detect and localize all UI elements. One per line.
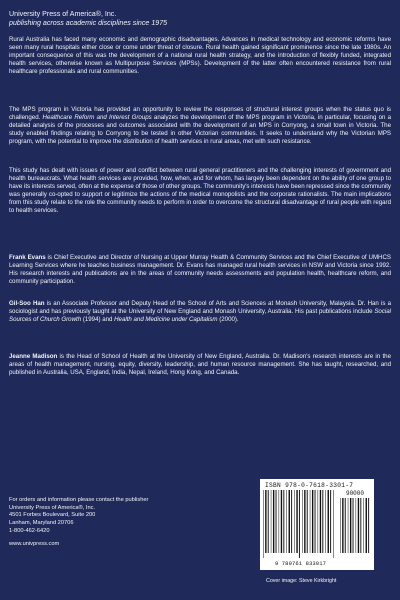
phone-number: 1-800-462-6420: [9, 527, 50, 534]
barcode-bar: [366, 498, 367, 553]
publisher-tagline: publishing across academic disciplines since 1975: [9, 18, 168, 27]
barcode-bar: [302, 490, 303, 553]
paragraph-2-rest: analyzes the development of the MPS program in Victoria, in particular, focusing on a detailed analysis of the processes and outcomes associated with the development of an MPS in Corryong, a small town in Victoria. The study enabled findings relating to Corryong to be tested in other Victorian communities. It seeks to understand why the Victorian MPS program, with the potential to improve the distribution of health services in rural areas, met with such resistance.: [9, 114, 391, 146]
author-bio-evans-text: is Chief Executive and Director of Nursing at Upper Murray Health & Community Services and the Chief Executive of UMHCS Learning Services where he teaches business management. Dr. Evans has managed rural health services in NSW and Victoria since 1992. His research interests and publications are in the areas of community needs assessments and population health, healthcare reform, and community participation.: [9, 254, 391, 286]
barcode-bar: [368, 498, 369, 553]
barcode-bar: [320, 490, 321, 553]
barcode-bar: [333, 490, 334, 558]
author-bio-madison-text: is the Head of School of Health at the University of New England, Australia. Dr. Madison's research interests are in the areas of health management, nursing, equity, diversity, leadership, and human resource management. She has taught, researched, and published in Australia, USA, England, India, Nepal, Ireland, Hong Kong, and Canada.: [9, 353, 391, 377]
author-bio-madison: [9, 353, 391, 377]
barcode-bar: [340, 498, 341, 553]
author-bio-han-text-1: is an Associate Professor and Deputy Head of the School of Arts and Sciences at Monash University, Malaysia. Dr. Han is a sociologist and has previously taught at the University of New England and Monash University, Australia. His past publications include: [9, 300, 391, 316]
barcode-addon-digits: 90000: [345, 490, 364, 497]
barcode-bar: [276, 490, 277, 553]
barcode-bar: [360, 498, 361, 553]
publisher-header: [9, 10, 389, 27]
ean13-barcode-bars: [263, 490, 335, 558]
author-bio-han-text-2: (1994) and: [81, 316, 115, 324]
barcode-bar: [342, 498, 343, 553]
barcode-bar: [294, 490, 295, 553]
author-bio-evans: [9, 254, 391, 286]
barcode-bar: [345, 498, 346, 553]
barcode-bar: [268, 490, 269, 553]
barcode-bar: [281, 490, 282, 553]
barcode-bar: [304, 490, 305, 553]
barcode-bar: [312, 490, 313, 553]
barcode-bar: [363, 498, 364, 553]
barcode-bar: [273, 490, 274, 553]
barcode-bar: [299, 490, 300, 558]
barcode-bar: [265, 490, 266, 553]
description-paragraph-2: [9, 106, 391, 146]
barcode-digits: 9 780761 833017: [274, 560, 326, 567]
barcode-bar: [279, 490, 280, 553]
barcode-bar: [310, 490, 311, 553]
author-book-1: Social Sources of Church Growth: [9, 308, 391, 324]
barcode-bar: [325, 490, 326, 553]
cover-image-credit: Cover image: Steve Kirkbright: [266, 578, 337, 584]
barcode-bar: [330, 490, 331, 553]
barcode-bar: [286, 490, 287, 553]
order-line-1: For orders and information please contact the publisher: [9, 497, 149, 503]
address-line-2: Lanham, Maryland 20706: [9, 520, 74, 527]
barcode-bar: [356, 498, 357, 553]
address-line-1: 4501 Forbes Boulevard, Suite 200: [9, 512, 96, 519]
order-line-2: University Press of America®, Inc.: [9, 504, 96, 511]
barcode-bar: [283, 490, 284, 553]
author-bio-han-text-3: (2000).: [217, 316, 239, 324]
author-name-han: Gil-Soo Han: [9, 300, 45, 307]
barcode-bar: [318, 490, 319, 553]
author-name-evans: Frank Evans: [9, 254, 46, 261]
isbn-label: ISBN 978-0-7618-3301-7: [265, 482, 354, 489]
isbn-barcode: [260, 479, 374, 570]
author-book-2: Health and Medicine under Capitalism: [114, 316, 218, 324]
publisher-name: University Press of America®, Inc.: [9, 10, 117, 18]
addon-barcode-bars: [340, 498, 370, 558]
paragraph-2-intro: The MPS program in Victoria has provided an opportunity to review the responses of structural interest groups when the status quo is challenged.: [9, 106, 391, 122]
order-information: [9, 497, 209, 548]
description-paragraph-1: Rural Australia has faced many economic and demographic disadvantages. Advances in medical technology and economic reforms have seen many rural hospitals either close or come under threat of closure. Rural health gained significant prominence since the late 1980s. An important consequence of this was the development of a national rural health strategy, and the introduction of flexibly funded, integrated health services, otherwise known as Multipurpose Services (MPSs). Development of the latter often encountered resistance from rural healthcare professionals and rural communities.: [9, 36, 391, 76]
author-name-madison: Jeanne Madison: [9, 353, 58, 360]
barcode-bar: [358, 498, 359, 553]
barcode-bar: [348, 498, 349, 553]
barcode-bar: [296, 490, 297, 553]
barcode-bar: [289, 490, 290, 553]
barcode-bar: [353, 498, 354, 553]
barcode-bar: [291, 490, 292, 553]
description-paragraph-3: This study has dealt with issues of power and conflict between rural general practitioners and the challenging interests of government and health bureaucrats. What health services are provided, how, when, and for whom, has largely been dependent on the ability of one group to have its interests served, often at the expense of those of other groups. The community's interests have been repressed since the community was generally co-opted to support or legitimize the actions of the medical monopolists and the corporate rationalists. The main implications from this study relate to the role the community needs to perform in order to overcome the structural disadvantage of rural people with regard to health services.: [9, 167, 391, 215]
book-title: Healthcare Reform and Interest Groups: [42, 114, 152, 122]
barcode-bar: [315, 490, 316, 553]
barcode-bar: [263, 490, 264, 558]
barcode-bar: [307, 490, 308, 553]
author-bio-han: [9, 300, 391, 324]
barcode-bar: [328, 490, 329, 553]
barcode-bar: [350, 498, 351, 553]
barcode-bar: [322, 490, 323, 553]
publisher-website: www.univpress.com: [9, 540, 60, 547]
barcode-bar: [271, 490, 272, 553]
